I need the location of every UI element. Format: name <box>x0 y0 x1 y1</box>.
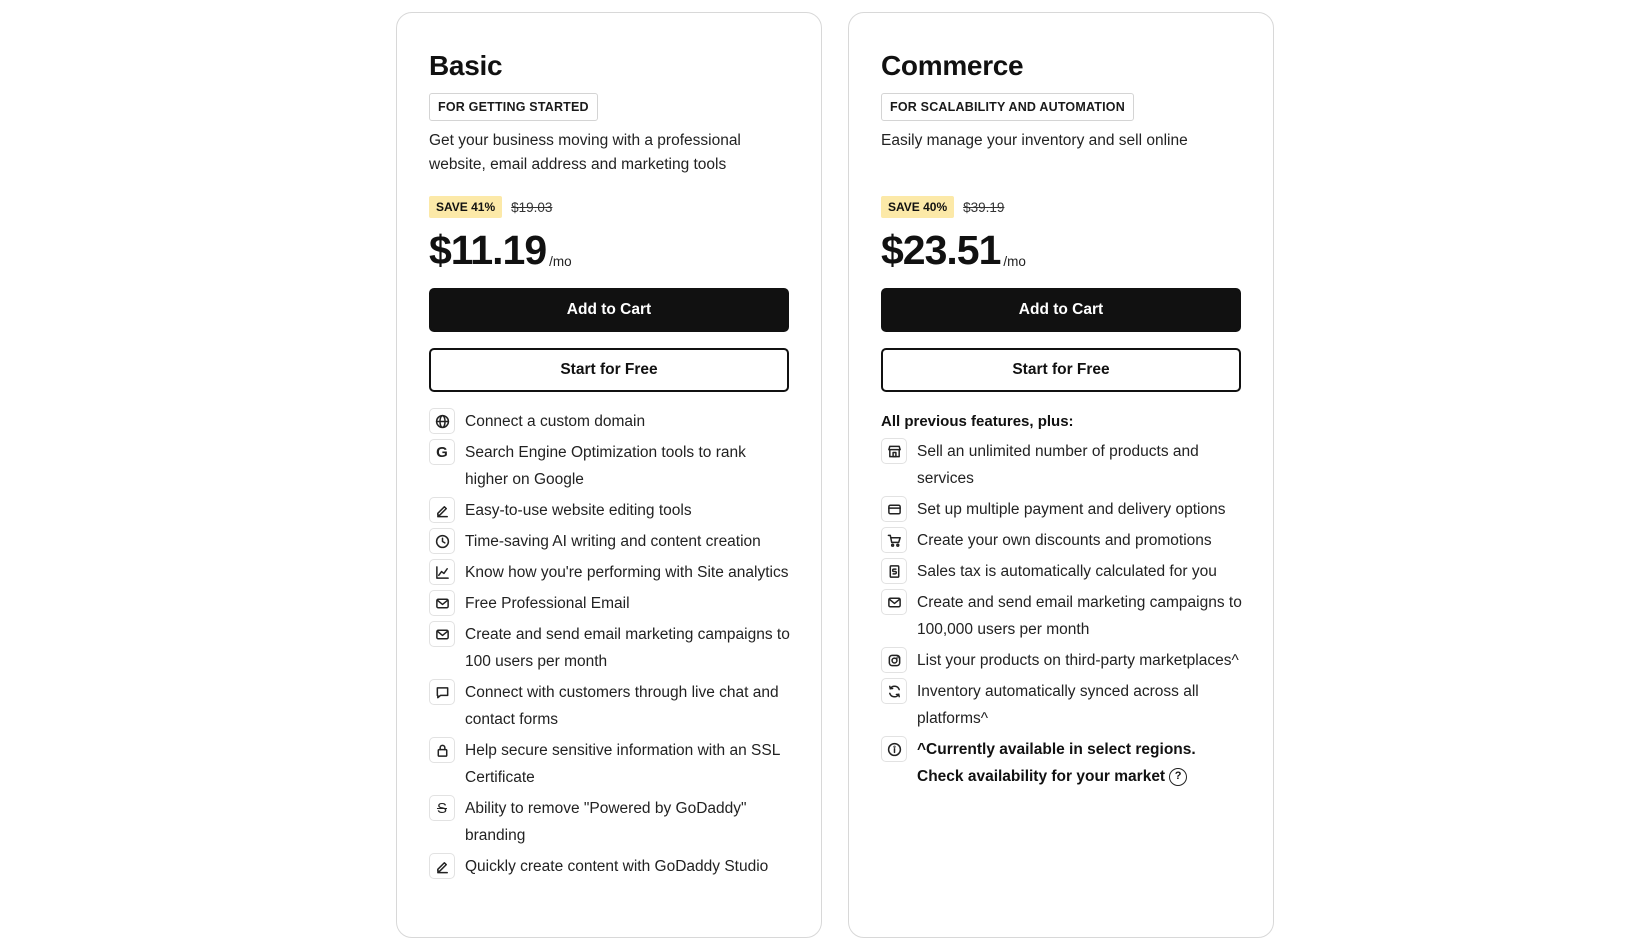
feature-item <box>429 853 790 880</box>
feature-item <box>881 647 1242 674</box>
feature-text <box>917 736 1242 790</box>
google-icon: G <box>429 439 455 465</box>
feature-item <box>429 590 790 617</box>
plan-tag: FOR SCALABILITY AND AUTOMATION <box>881 93 1134 121</box>
chat-icon <box>429 679 455 705</box>
feature-item <box>881 558 1242 585</box>
footnote-text: ^Currently available in select regions. Check availability for your market <box>917 741 1196 785</box>
price: $11.19 <box>429 227 547 273</box>
strikethrough-icon: S <box>429 795 455 821</box>
lock-icon <box>429 737 455 763</box>
price-period: /mo <box>549 254 572 269</box>
feature-item <box>881 527 1242 554</box>
help-icon[interactable]: ? <box>1169 768 1187 786</box>
price-period: /mo <box>1003 254 1026 269</box>
plan-card-basic <box>396 12 822 938</box>
plan-title: Commerce <box>881 50 1024 81</box>
mail-icon <box>881 589 907 615</box>
savings-row <box>881 196 1242 218</box>
tax-receipt-icon <box>881 558 907 584</box>
feature-text: Easy-to-use website editing tools <box>465 502 692 519</box>
plan-title: Basic <box>429 50 503 81</box>
feature-text: Free Professional Email <box>465 595 630 612</box>
feature-text: Ability to remove "Powered by GoDaddy" branding <box>465 800 747 844</box>
store-icon <box>881 438 907 464</box>
feature-text: Help secure sensitive information with an SSL Certificate <box>465 742 780 786</box>
feature-item <box>881 736 1242 790</box>
original-price: $39.19 <box>963 199 1005 215</box>
feature-text: Set up multiple payment and delivery options <box>917 501 1226 518</box>
feature-item <box>429 795 790 849</box>
instagram-icon <box>881 647 907 673</box>
pen-icon <box>429 497 455 523</box>
previous-features-label: All previous features, plus: <box>881 413 1074 430</box>
feature-item <box>429 679 790 733</box>
cart-icon <box>881 527 907 553</box>
feature-item <box>881 589 1242 643</box>
plan-tag: FOR GETTING STARTED <box>429 93 598 121</box>
feature-text: Quickly create content with GoDaddy Studio <box>465 858 769 875</box>
start-for-free-button[interactable]: Start for Free <box>881 348 1241 392</box>
feature-item <box>429 528 790 555</box>
globe-icon <box>429 408 455 434</box>
info-icon <box>881 736 907 762</box>
feature-text: Create and send email marketing campaigns to 100,000 users per month <box>917 594 1242 638</box>
feature-item <box>429 737 790 791</box>
pen-icon <box>429 853 455 879</box>
mail-icon <box>429 590 455 616</box>
credit-card-icon <box>881 496 907 522</box>
feature-item <box>429 621 790 675</box>
plan-description: Get your business moving with a professional website, email address and marketing tools <box>429 132 741 173</box>
sync-icon <box>881 678 907 704</box>
feature-text: Sell an unlimited number of products and services <box>917 443 1199 487</box>
feature-text: Create and send email marketing campaigns to 100 users per month <box>465 626 790 670</box>
feature-text: Create your own discounts and promotions <box>917 532 1212 549</box>
feature-text: Time-saving AI writing and content creation <box>465 533 761 550</box>
save-badge: SAVE 41% <box>429 196 502 218</box>
price-row <box>429 222 790 274</box>
feature-item <box>429 559 790 586</box>
add-to-cart-button[interactable]: Add to Cart <box>429 288 789 332</box>
mail-icon <box>429 621 455 647</box>
feature-text: List your products on third-party marketplaces^ <box>917 652 1239 669</box>
add-to-cart-button[interactable]: Add to Cart <box>881 288 1241 332</box>
price-row <box>881 222 1242 274</box>
feature-text: Sales tax is automatically calculated for you <box>917 563 1217 580</box>
chart-icon <box>429 559 455 585</box>
start-for-free-button[interactable]: Start for Free <box>429 348 789 392</box>
clock-icon <box>429 528 455 554</box>
feature-item <box>881 438 1242 492</box>
plan-description: Easily manage your inventory and sell online <box>881 132 1188 149</box>
feature-list <box>429 408 790 880</box>
feature-list <box>881 438 1242 790</box>
feature-item <box>429 497 790 524</box>
feature-text: Connect with customers through live chat and contact forms <box>465 684 779 728</box>
savings-row <box>429 196 790 218</box>
feature-text: Know how you're performing with Site analytics <box>465 564 789 581</box>
save-badge: SAVE 40% <box>881 196 954 218</box>
plan-card-commerce <box>848 12 1274 938</box>
feature-text: Connect a custom domain <box>465 413 646 430</box>
feature-text: Search Engine Optimization tools to rank higher on Google <box>465 444 746 488</box>
feature-item <box>881 496 1242 523</box>
feature-item <box>881 678 1242 732</box>
price: $23.51 <box>881 227 1001 273</box>
original-price: $19.03 <box>511 199 553 215</box>
feature-item <box>429 439 790 493</box>
feature-item <box>429 408 790 435</box>
feature-text: Inventory automatically synced across all platforms^ <box>917 683 1199 727</box>
